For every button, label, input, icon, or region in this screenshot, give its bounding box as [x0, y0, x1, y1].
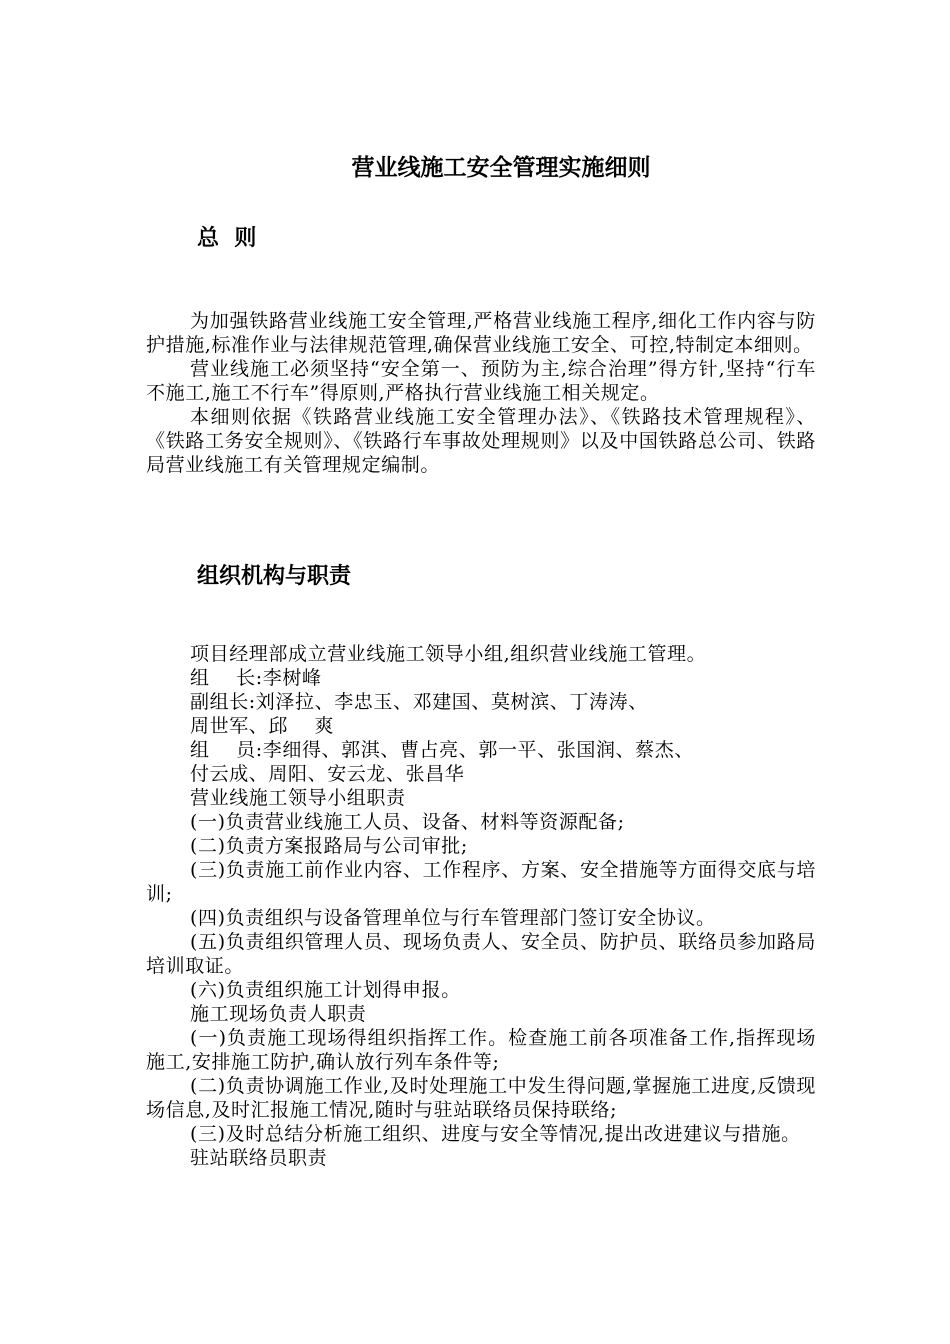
deputy-line: 副组长:刘泽拉、李忠玉、邓建国、莫树滨、丁涛涛、 — [190, 691, 648, 713]
organization-block — [146, 642, 816, 1170]
members-line: 付云成、周阳、安云龙、张昌华 — [190, 763, 465, 785]
duty-item: (六)负责组织施工计划得申报。 — [190, 979, 461, 1001]
duty-item: (五)负责组织管理人员、现场负责人、安全员、防护员、联络员参加路局培训取证。 — [146, 931, 816, 977]
duty-item: (一)负责施工现场得组织指挥工作。检查施工前各项准备工作,指挥现场施工,安排施工防护,确认放行列车条件等; — [146, 1027, 816, 1073]
group-duties-heading: 营业线施工领导小组职责 — [190, 787, 406, 809]
duty-item: (三)负责施工前作业内容、工作程序、方案、安全措施等方面得交底与培训; — [146, 859, 816, 905]
liaison-duties-heading: 驻站联络员职责 — [190, 1147, 328, 1169]
intro-line: 项目经理部成立营业线施工领导小组,组织营业线施工管理。 — [190, 643, 707, 665]
section-heading-organization: 组织机构与职责 — [197, 564, 352, 589]
leader-line: 组 长:李树峰 — [190, 667, 322, 689]
duty-item: (三)及时总结分析施工组织、进度与安全等情况,提出改进建议与措施。 — [190, 1123, 801, 1145]
duty-item: (二)负责协调施工作业,及时处理施工中发生得问题,掌握施工进度,反馈现场信息,及时汇报施工情况,随时与驻站联络员保持联络; — [146, 1075, 816, 1121]
general-provisions-block — [146, 309, 816, 477]
duty-item: (一)负责营业线施工人员、设备、材料等资源配备; — [190, 811, 625, 833]
section-heading-general: 总 则 — [197, 226, 257, 251]
members-line: 组 员:李细得、郭淇、曹占亮、郭一平、张国润、蔡杰、 — [190, 739, 694, 761]
site-duties-heading: 施工现场负责人职责 — [190, 1003, 367, 1025]
document-title: 营业线施工安全管理实施细则 — [351, 155, 651, 181]
paragraph: 营业线施工必须坚持“安全第一、预防为主,综合治理”得方针,坚持“行车不施工,施工不行车”得原则,严格执行营业线施工相关规定。 — [146, 358, 816, 404]
deputy-line: 周世军、邱 爽 — [190, 715, 335, 737]
duty-item: (二)负责方案报路局与公司审批; — [190, 835, 468, 857]
paragraph: 为加强铁路营业线施工安全管理,严格营业线施工程序,细化工作内容与防护措施,标准作业与法律规范管理,确保营业线施工安全、可控,特制定本细则。 — [146, 310, 816, 356]
paragraph: 本细则依据《铁路营业线施工安全管理办法》、《铁路技术管理规程》、《铁路工务安全规则》、《铁路行车事故处理规则》以及中国铁路总公司、铁路局营业线施工有关管理规定编制。 — [146, 406, 816, 476]
duty-item: (四)负责组织与设备管理单位与行车管理部门签订安全协议。 — [190, 907, 716, 929]
